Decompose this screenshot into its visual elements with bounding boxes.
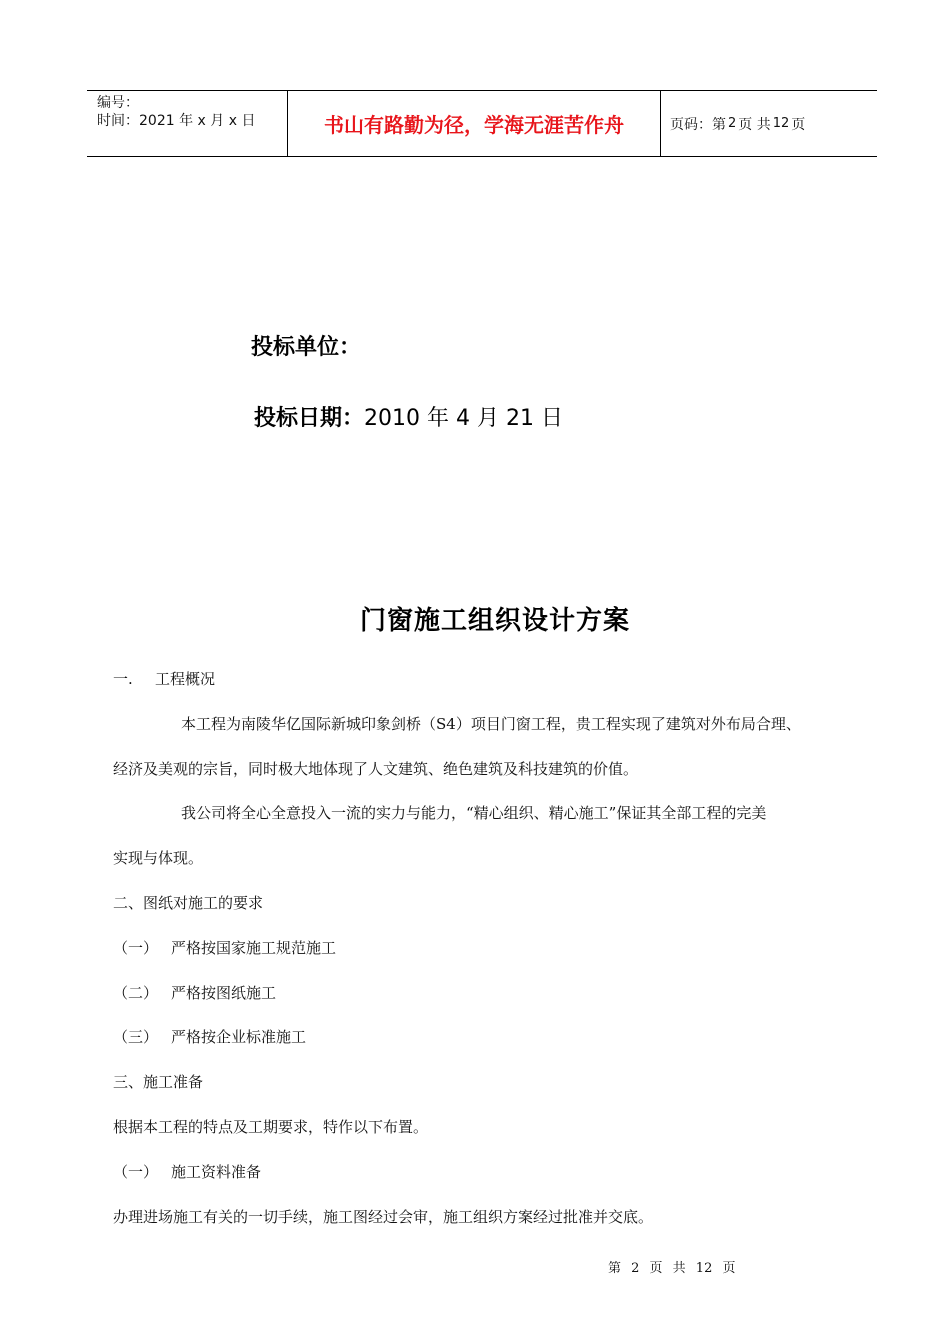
bid-date	[254, 401, 563, 432]
page-mid: 页 共	[738, 116, 771, 133]
paragraph-2-line-2: 实现与体现。	[113, 849, 204, 867]
subsection-number: （一）	[113, 1163, 159, 1181]
subsection-title: 施工资料准备	[171, 1163, 262, 1181]
document-number-label: 编号：	[97, 95, 139, 111]
bid-date-label: 投标日期：	[254, 406, 365, 431]
list-item-number: （二）	[113, 984, 159, 1002]
page-total: 12	[772, 116, 790, 131]
list-item-text: 严格按企业标准施工	[171, 1028, 307, 1046]
paragraph-2-line-1: 我公司将全心全意投入一流的实力与能力，“精心组织、精心施工”保证其全部工程的完美	[181, 804, 767, 822]
page-prefix: 页码：第	[670, 116, 726, 133]
page-suffix: 页	[791, 116, 806, 133]
document-title-text: 门窗施工组织设计方案	[359, 606, 630, 636]
list-item	[113, 938, 336, 958]
paragraph-1-line-1: 本工程为南陵华亿国际新城印象剑桥（S4）项目门窗工程，贵工程实现了建筑对外布局合理、	[181, 715, 801, 733]
header-motto: 书山有路勤为径，学海无涯苦作舟	[288, 91, 661, 156]
header-page-info	[661, 91, 877, 156]
section-1-title: 工程概况	[155, 670, 216, 688]
list-item-number: （三）	[113, 1028, 159, 1046]
list-item	[113, 1027, 306, 1047]
document-title	[0, 600, 950, 637]
section-3-subheading	[113, 1162, 261, 1182]
section-1-heading	[113, 669, 215, 689]
bid-date-value: 2010 年 4 月 21 日	[364, 406, 563, 431]
list-item-text: 严格按图纸施工	[171, 984, 277, 1002]
document-time-label: 时间：2021 年 x 月 x 日	[97, 113, 256, 129]
list-item	[113, 983, 276, 1003]
page-current: 2	[728, 116, 737, 131]
header-meta-cell	[87, 91, 288, 156]
page-footer: 第 2 页 共 12 页	[608, 1261, 736, 1276]
section-1-number: 一.	[113, 670, 133, 688]
section-3-heading: 三、施工准备	[113, 1073, 204, 1091]
section-3-subsection-text: 办理进场施工有关的一切手续，施工图经过会审，施工组织方案经过批准并交底。	[113, 1208, 654, 1226]
list-item-text: 严格按国家施工规范施工	[171, 939, 337, 957]
bid-unit-label: 投标单位：	[251, 335, 362, 360]
section-3-intro: 根据本工程的特点及工期要求，特作以下布置。	[113, 1118, 429, 1136]
section-2-heading: 二、图纸对施工的要求	[113, 894, 264, 912]
paragraph-1-line-2: 经济及美观的宗旨，同时极大地体现了人文建筑、绝色建筑及科技建筑的价值。	[113, 760, 639, 778]
list-item-number: （一）	[113, 939, 159, 957]
document-header	[87, 90, 877, 157]
